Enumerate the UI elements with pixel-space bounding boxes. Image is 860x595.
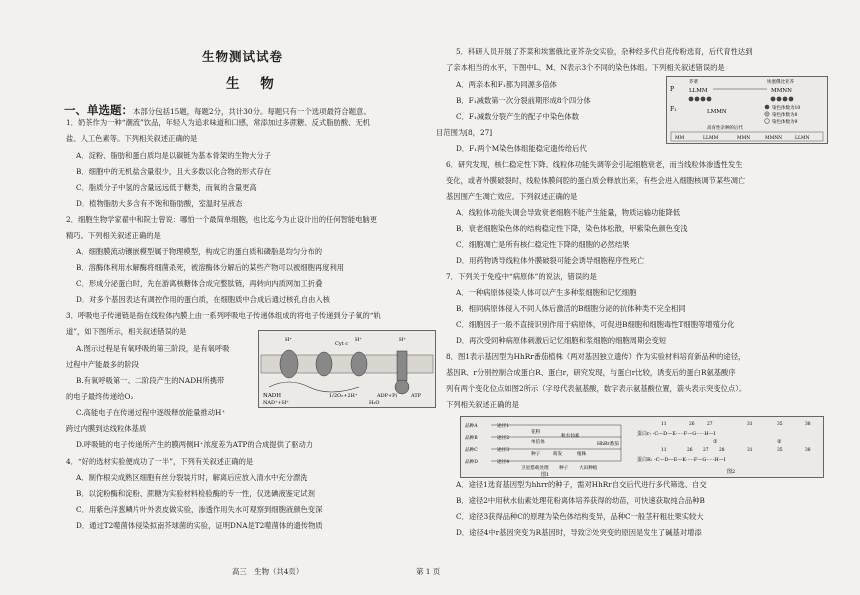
legend-10: 染色体数为10 xyxy=(772,106,801,111)
fig2-top-num: 26 xyxy=(689,422,695,427)
q8-stem-cont: 基因R、r分别控制合成蛋白R、蛋白r，研究发现，与蛋白r比较，诱变后的蛋白R氨基酸序 xyxy=(446,368,736,377)
label-p2: MMNN xyxy=(771,88,792,94)
q4-option-b: B．以淀粉酶和淀粉、蔗糖为实验材料检验酶的专一性，仅选碘液鉴定试剂 xyxy=(76,489,315,498)
q7-option-a: A．一种病原体侵染人体可以产生多种浆细胞和记忆细胞 xyxy=(456,288,637,297)
q1-option-c: C．脂质分子中氢的含量远远低于糖类，而氧的含量更高 xyxy=(76,183,257,192)
q6-option-b: B．衰老细胞染色体的结构稳定性下降，染色体松散，甲紫染色颜色变浅 xyxy=(456,224,688,233)
section-title: 一、单选题： xyxy=(64,103,133,117)
q6-option-d: D．用药物诱导线粒体外膜破裂可能会诱导细胞程序性死亡 xyxy=(456,256,645,265)
q1-option-b: B．细胞中的无机盐含量很少，且大多数以化合物的形式存在 xyxy=(76,167,272,176)
label-variety-c: 品种C xyxy=(465,448,478,453)
footer-right: 第 1 页 xyxy=(416,567,441,576)
chromosome-dot xyxy=(695,97,700,102)
label-variety-a: 品种A xyxy=(465,424,478,429)
q6-stem-cont: 变化，或者外膜破裂时，线粒体膜间腔的蛋白质会释放出来，有些会进入细胞核调节某些凋亡 xyxy=(446,176,746,185)
label-offspring: 高育性杂种的后代 xyxy=(707,126,743,131)
label-p: P xyxy=(670,86,675,93)
q3-option-b-cont: 的电子最终传递给O₂ xyxy=(66,392,134,401)
label-adp: ADP+Pi xyxy=(377,393,398,399)
q5-option-a: A．两亲本和F₁都为同源多倍体 xyxy=(456,80,557,89)
fig2-bottom-num: 38 xyxy=(805,448,811,453)
q8-stem-cont-3: 下列相关叙述正确的是 xyxy=(446,400,519,409)
fig1-caption: 图1 xyxy=(541,472,550,477)
q2-option-b: B．溶酶体利用水解酶将细菌杀死，被溶酶体分解后的某些产物可以被细胞再度利用 xyxy=(76,263,345,272)
label-route-2: 途径2 xyxy=(497,436,510,441)
respiratory-chain-diagram xyxy=(259,331,435,407)
q1-stem: 1．奶茶作为一种“潮流”饮品，年轻人为追求味道和口感，常添加过多蔗糖、反式脂肪酸、无机 xyxy=(66,118,370,127)
q6-stem: 6．研究发现，核仁稳定性下降、线粒体功能失调等会引起细胞衰老，而当线粒体渗透性发生 xyxy=(446,160,743,169)
label-h-1: H⁺ xyxy=(285,337,292,343)
q8-option-d: D．途径4中r基因突变为R基因时，导致②处突变的原因是发生了碱基对增添 xyxy=(456,528,702,537)
label-colchicine: 秋水仙素 xyxy=(561,434,580,439)
label-p1: LLMM xyxy=(689,88,708,94)
q5-option-d: D．F₁两个M染色体组能稳定遗传给后代 xyxy=(456,144,587,153)
label-cyt-c: Cyt c xyxy=(335,341,349,347)
hybrid-figure xyxy=(666,76,828,144)
label-water: H₂O xyxy=(369,400,380,406)
label-variety-b: 品种B xyxy=(465,436,478,441)
q1-option-a: A．淀粉、脂肪和蛋白质均是以碳链为基本骨架的生物大分子 xyxy=(76,151,271,160)
chromosome-dot xyxy=(783,97,788,102)
legend-9: 染色体数为9 xyxy=(772,120,798,125)
fig2-protein-r-seq: 蛋白r: -C—D—E·····F—G·····H—I xyxy=(637,431,716,437)
q4-stem: 4．“好的选材实验便成功了一半”，下列有关叙述正确的是 xyxy=(66,457,254,466)
footer-left: 高三 生物（共4页） xyxy=(232,567,304,576)
label-pollen: 花粉 xyxy=(531,430,541,435)
label-satellite: 卫星搭载处理 xyxy=(521,466,549,471)
label-plant: 植株 xyxy=(577,452,587,457)
fig2-bottom-num: 28 xyxy=(719,448,725,453)
complex-iv xyxy=(351,352,367,376)
offspring-mmnn: MMNN xyxy=(765,136,783,141)
subject-title: 生 物 xyxy=(226,76,282,92)
electron-path xyxy=(269,382,359,392)
legend-8: 染色体数为8 xyxy=(772,113,798,118)
chromosome-dot xyxy=(789,97,794,102)
fig2-caption: 图2 xyxy=(727,469,736,475)
q5-stem: 5．科研人员开展了芥菜和埃塞俄比亚芥杂交实验，杂种经多代自花传粉选育，后代育性达到 xyxy=(456,47,753,56)
mutation-mark-2: ② xyxy=(777,439,782,445)
breeding-figure xyxy=(460,416,824,478)
label-atp: ATP xyxy=(411,393,422,399)
label-variety-d: 品种D xyxy=(465,460,478,465)
q6-option-a: A．线粒体功能失调会导致衰老细胞不能产生能量，物质运输功能降低 xyxy=(456,208,681,217)
q4-option-a: A．制作根尖成熟区细胞有丝分裂装片时，解离后应放入清水中充分漂洗 xyxy=(76,473,308,482)
label-f1-genome: LMMN xyxy=(707,109,727,115)
q2-stem: 2．细胞生物学家翟中和院士曾说：哪怕一个最简单细胞，也比迄今为止设计出的任何智能电脑更 xyxy=(66,215,378,224)
q2-option-c: C．形成分泌蛋白时，先在游离核糖体合成完整肽链，再转向内质网加工折叠 xyxy=(76,279,323,288)
complex-i xyxy=(280,350,298,378)
q5-option-b: B．F₁减数第一次分裂前期形成8个四分体 xyxy=(456,96,591,105)
q2-option-a: A．细胞膜流动镶嵌模型属于物理模型，构成它的蛋白质和磷脂是均匀分布的 xyxy=(76,247,323,256)
offspring-mm: MM xyxy=(675,136,685,141)
q6-option-c: C．细胞凋亡是所有核仁稳定性下降的细胞的必然结果 xyxy=(456,240,630,249)
label-field: 大田种植 xyxy=(579,466,598,471)
breeding-diagram xyxy=(461,417,823,477)
chromosome-dot xyxy=(689,97,694,102)
q8-option-c: C．途径3获得品种C的原理为染色体结构变异，品种C一般茎秆粗壮果实较大 xyxy=(456,512,704,521)
q1-option-d: D．植物脂肪大多含有不饱和脂肪酸，室温时呈液态 xyxy=(76,199,243,208)
mutation-mark-1: ① xyxy=(713,439,718,445)
q2-stem-cont: 精巧。下列相关叙述正确的是 xyxy=(66,231,161,240)
legend-dot-8 xyxy=(765,112,770,117)
q2-option-d: D．对多个基因表达有调控作用的蛋白质，在细胞质中合成后通过核孔自由入核 xyxy=(76,295,330,304)
offspring-mmn: MMN xyxy=(737,136,751,141)
fig2-bottom-num: 27 xyxy=(703,448,709,453)
complex-iii xyxy=(316,352,332,376)
legend-dot-9 xyxy=(765,119,770,124)
q6-stem-cont-2: 基因围产生凋亡效应。下列叙述正确的是 xyxy=(446,192,578,201)
fig2-top-num: 38 xyxy=(805,422,811,427)
chromosome-dot xyxy=(707,97,712,102)
fig2-protein-R-seq: 蛋白R: -C—D—E—K·····F—G·····H—I xyxy=(637,457,726,463)
q7-option-d: D．再次受同种病原体刺激后记忆细胞和浆细胞的细胞周期会变短 xyxy=(456,336,667,345)
chromosome-dot xyxy=(777,97,782,102)
q4-option-d: D．通过T2噬菌体侵染拟南芥球菌的实验，证明DNA是T2噬菌体的遗传物质 xyxy=(76,521,323,530)
label-route-3: 途径3 xyxy=(497,448,510,453)
atp-synthase-head xyxy=(395,380,409,394)
label-nad: NAD⁺+H⁺ xyxy=(263,400,289,406)
atp-synthase xyxy=(397,351,407,381)
label-h-2: H⁺ xyxy=(355,337,362,343)
fig2-top-num: 31 xyxy=(747,422,753,427)
fig2-bottom-num: 11 xyxy=(661,448,667,453)
label-haploid: 单倍体 xyxy=(531,440,545,445)
offspring-llmn: LLMN xyxy=(795,136,810,141)
q7-option-c: C．细胞因子一般不直接识别作用于病原体，可促进B细胞和细胞毒性T细胞等增殖分化 xyxy=(456,320,735,329)
q5-option-c: C．F₁减数分裂产生的配子中染色体数 xyxy=(456,112,580,121)
legend-dot-10 xyxy=(765,105,770,110)
label-hhrr-tomato: HhRr番茄 xyxy=(597,442,619,447)
q3-option-b: B.有氧呼吸第一、二阶段产生的NADH所携带 xyxy=(76,376,225,385)
fig2-bottom-num: 35 xyxy=(777,448,783,453)
label-route-4: 途径4 xyxy=(497,460,510,465)
label-ethiopian: 埃塞俄比亚芥 xyxy=(767,80,794,85)
fig2-top-num: 11 xyxy=(661,422,667,427)
label-mustard: 芥菜 xyxy=(689,80,698,85)
section-heading xyxy=(64,99,371,118)
label-f1: F₁ xyxy=(670,106,677,113)
chromosome-dot xyxy=(701,97,706,102)
section-note: 本部分包括15题，每题2分，共计30分。每题只有一个选项最符合题意。 xyxy=(133,107,371,116)
label-route-1: 途径1 xyxy=(497,424,510,429)
q3-option-c: C.高能电子在传递过程中逐级释放能量推动H⁺ xyxy=(76,408,226,417)
q7-stem: 7．下列关于免疫中“病原体”的说法，错误的是 xyxy=(446,272,597,281)
q8-stem: 8．图1表示基因型为HhRr番茄植株（两对基因独立遗传）作为实验材料培育新品种的途径， xyxy=(446,352,746,361)
q3-stem-cont: 道”，如下图所示，相关叙述错误的是 xyxy=(66,327,187,336)
fig2-top-num: 27 xyxy=(707,422,713,427)
fig2-bottom-num: 31 xyxy=(747,448,753,453)
q5-stem-cont: 了亲本相当的水平，下图中L、M、N表示3个不同的染色体组。下列相关叙述错误的是 xyxy=(446,63,725,72)
label-seed: 种子 xyxy=(531,452,541,457)
q7-option-b: B．相同病原体侵入不同人体后激活的B细胞分泌的抗体种类不完全相同 xyxy=(456,304,686,313)
chromosome-dot xyxy=(771,97,776,102)
label-nadh: NADH xyxy=(263,393,281,399)
fig2-top-num: 35 xyxy=(777,422,783,427)
label-germinate: 萌发 xyxy=(553,452,563,457)
respiratory-chain-figure xyxy=(258,330,436,408)
q3-option-a-cont: 过程中产能最多的阶段 xyxy=(66,360,139,369)
offspring-llmm: LLMM xyxy=(703,136,719,141)
exam-title: 生物测试试卷 xyxy=(202,49,284,64)
q8-stem-cont-2: 列有两个变化位点如图2所示（字母代表氨基酸，数字表示氨基酸位置，箭头表示突变位点）。 xyxy=(446,384,747,393)
fig2-bottom-num: 26 xyxy=(687,448,693,453)
q1-stem-cont: 盐、人工色素等。下列相关叙述正确的是 xyxy=(66,134,198,143)
q5-option-c-cont: 目范围为[8，27] xyxy=(436,128,493,137)
q8-option-b: B．途径2中用秋水仙素处理花粉离体培养获得的幼苗，可快速获取纯合品种B xyxy=(456,496,705,505)
q3-option-d: D.呼吸链的电子传递所产生的膜两侧H⁺浓度差为ATP的合成提供了驱动力 xyxy=(76,440,314,449)
label-seed-2: 种子 xyxy=(559,466,569,471)
q3-stem: 3．呼吸电子传递链是指在线粒体内膜上由一系列呼吸电子传递体组成的将电子传递到分子氧的“轨 xyxy=(66,311,381,320)
q3-option-a: A.图示过程是有氧呼吸的第三阶段，是有氧呼吸 xyxy=(76,344,230,353)
label-oxygen: 1/2O₂+2H⁺ xyxy=(329,393,358,399)
q3-option-c-cont: 跨过内膜到达线粒体基质 xyxy=(66,424,147,433)
hybrid-diagram xyxy=(667,77,827,143)
q4-option-c: C．用紫色洋葱鳞片叶外表皮做实验，渗透作用失水可观察到细胞液颜色变深 xyxy=(76,505,323,514)
q8-option-a: A．途径1选育基因型为hhrr的种子，需对HhRr自交后代进行多代筛选、自交 xyxy=(456,480,707,489)
label-h-3: H⁺ xyxy=(399,337,406,343)
